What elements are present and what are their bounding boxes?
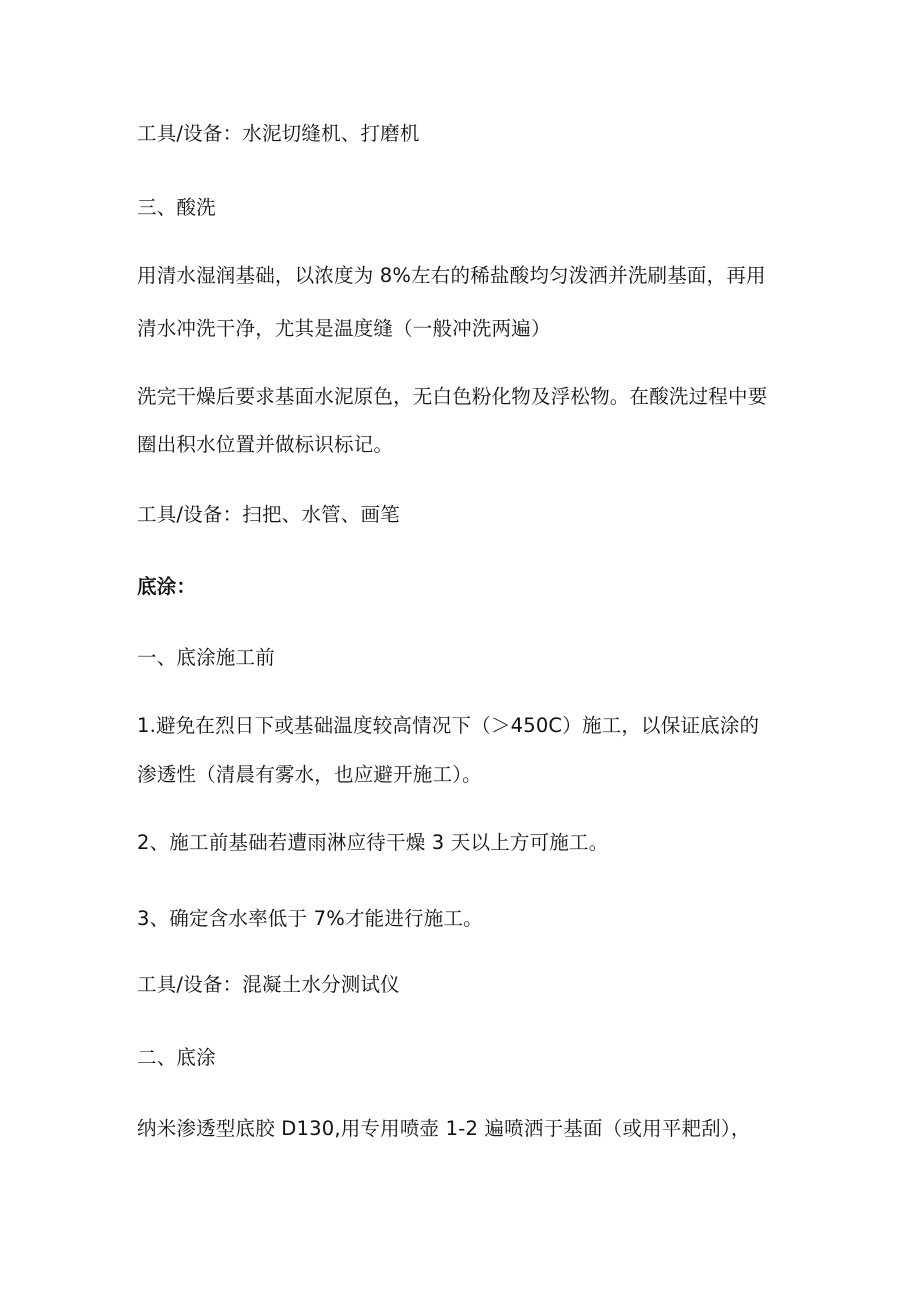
list-item-1-continued: 渗透性（清晨有雾水，也应避开施工）。 (137, 763, 482, 786)
list-item-1: 1.避免在烈日下或基础温度较高情况下（＞450C）施工，以保证底涂的 (137, 714, 760, 737)
paragraph-line: 圈出积水位置并做标识标记。 (137, 433, 394, 456)
section-title-primer: 底涂： (137, 575, 197, 598)
paragraph-line: 纳米渗透型底胶 D130,用专用喷壶 1-2 遍喷洒于基面（或用平耙刮）， (137, 1117, 751, 1140)
paragraph-line: 洗完干燥后要求基面水泥原色，无白色粉化物及浮松物。在酸洗过程中要 (137, 385, 768, 408)
section-heading-before-primer: 一、底涂施工前 (137, 646, 275, 669)
tools-line-cutting: 工具/设备：水泥切缝机、打磨机 (137, 122, 420, 145)
paragraph-line: 用清水湿润基础，以浓度为 8%左右的稀盐酸均匀泼洒并洗刷基面，再用 (137, 264, 766, 287)
paragraph-line: 清水冲洗干净，尤其是温度缝（一般冲洗两遍） (137, 317, 551, 340)
section-heading-primer: 二、底涂 (137, 1046, 216, 1069)
tools-line-acid-wash: 工具/设备：扫把、水管、画笔 (137, 503, 400, 526)
list-item-3: 3、确定含水率低于 7%才能进行施工。 (137, 907, 483, 930)
tools-line-moisture: 工具/设备：混凝土水分测试仪 (137, 973, 400, 996)
section-heading-acid-wash: 三、酸洗 (137, 196, 216, 219)
list-item-2: 2、施工前基础若遭雨淋应待干燥 3 天以上方可施工。 (137, 831, 609, 854)
